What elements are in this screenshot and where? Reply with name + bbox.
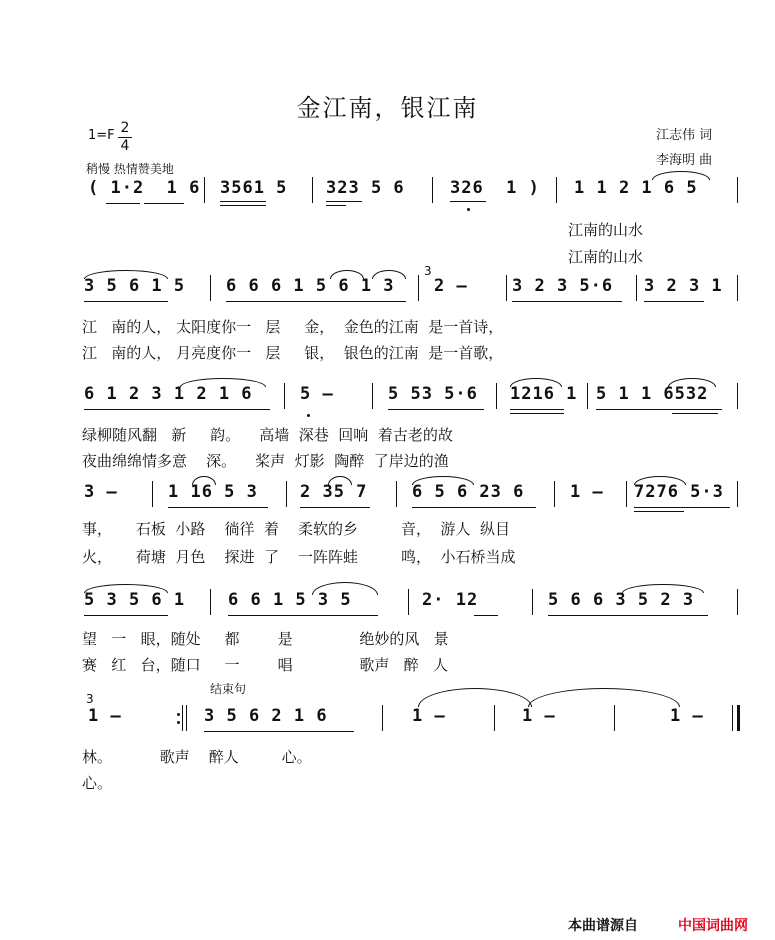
source-label: 本曲谱源自 xyxy=(568,918,638,934)
measure: 1 – xyxy=(412,706,446,726)
bar-line xyxy=(737,275,738,301)
bar-line xyxy=(396,481,397,507)
song-title: 金江南，银江南 xyxy=(296,94,479,122)
time-bottom: 4 xyxy=(120,138,130,154)
measure: 3561 5 xyxy=(220,178,288,198)
bar-line xyxy=(372,383,373,409)
bar-line xyxy=(284,383,285,409)
bar-line xyxy=(587,383,588,409)
bar-line xyxy=(737,481,738,507)
underline xyxy=(634,511,684,512)
measure: 1 1 2 1 6 5 xyxy=(574,178,698,198)
slur xyxy=(328,476,352,485)
score-row-4 xyxy=(82,480,742,510)
bar-line xyxy=(418,275,419,301)
underline xyxy=(326,201,362,202)
bar-line xyxy=(152,481,153,507)
measure: 5 1 1 6532 xyxy=(596,384,709,404)
underline xyxy=(226,301,406,302)
underline xyxy=(510,409,564,410)
underline xyxy=(510,413,564,414)
bar-line xyxy=(204,177,205,203)
underline xyxy=(220,205,266,206)
bar-line xyxy=(182,705,183,731)
score-row-5 xyxy=(82,588,742,618)
tie xyxy=(418,688,532,707)
bar-line xyxy=(286,481,287,507)
lyric-line: 江 南的人， 太阳度你一 层 金， 金色的江南 是一首诗， xyxy=(82,318,504,336)
bar-line xyxy=(614,705,615,731)
lyric-line: 绿柳随风翻 新 韵。 高墙 深巷 回响 着古老的故 xyxy=(82,426,453,444)
measure: 7276 5·3 xyxy=(634,482,724,502)
lyricist-credit: 江志伟 词 xyxy=(656,128,713,143)
underline xyxy=(512,301,622,302)
bar-line xyxy=(506,275,507,301)
score-row-2 xyxy=(82,264,742,304)
time-top: 2 xyxy=(120,120,130,136)
measure: 2 – xyxy=(434,276,468,296)
measure: 1 16 5 3 xyxy=(168,482,258,502)
measure: 1 – xyxy=(522,706,556,726)
lyric-line: 望 一 眼，随处 都 是 绝妙的风 景 xyxy=(82,630,449,648)
slur xyxy=(634,476,686,485)
slur xyxy=(330,270,364,279)
underline xyxy=(412,507,536,508)
underline xyxy=(168,507,268,508)
underline xyxy=(634,507,730,508)
lyric-line: 夜曲绵绵情多意 深。 桨声 灯影 陶醉 了岸边的渔 xyxy=(82,452,449,470)
measure: 3 5 6 1 5 xyxy=(84,276,186,296)
final-bar-line xyxy=(737,705,740,731)
underline xyxy=(144,203,184,204)
bar-line xyxy=(210,275,211,301)
measure: 2 35 7 xyxy=(300,482,368,502)
slur xyxy=(312,582,378,595)
measure: 323 5 6 xyxy=(326,178,405,198)
lyric-line: 江南的山水 xyxy=(568,248,644,266)
bar-line xyxy=(432,177,433,203)
bar-line xyxy=(210,589,211,615)
measure: 6 6 1 5 3 5 xyxy=(228,590,352,610)
measure: 326 1 ) xyxy=(450,178,540,198)
underline xyxy=(84,301,168,302)
underline xyxy=(474,615,498,616)
time-signature xyxy=(118,120,132,155)
slur xyxy=(668,378,716,387)
slur xyxy=(192,476,216,485)
bar-line xyxy=(737,383,738,409)
key-signature: 1=F xyxy=(88,128,115,143)
score-row-1 xyxy=(82,176,742,206)
lyric-line: 江 南的人， 月亮度你一 层 银， 银色的江南 是一首歌， xyxy=(82,344,504,362)
slur xyxy=(372,270,406,279)
bar-line xyxy=(312,177,313,203)
bar-line xyxy=(626,481,627,507)
score-row-3 xyxy=(82,382,742,412)
score-row-6 xyxy=(82,692,742,734)
slur xyxy=(652,171,710,180)
low-dot xyxy=(467,208,470,211)
bar-line xyxy=(494,705,495,731)
bar-line xyxy=(737,589,738,615)
lyric-line: 林。 歌声 醉人 心。 xyxy=(82,748,312,766)
underline xyxy=(220,201,266,202)
measure: 3 – xyxy=(84,482,118,502)
lyric-line: 心。 xyxy=(82,774,113,792)
bar-line xyxy=(382,705,383,731)
measure: 6 5 6 23 6 xyxy=(412,482,525,502)
lyric-line: 江南的山水 xyxy=(568,221,644,239)
measure: 2· 12 xyxy=(422,590,479,610)
tempo-marking: 稍慢 热情赞美地 xyxy=(86,162,174,176)
measure: 6 6 6 1 5 6 1 3 xyxy=(226,276,395,296)
underline xyxy=(84,409,270,410)
lyric-line: 事， 石板 小路 徜徉 着 柔软的乡 音， 游人 纵目 xyxy=(82,520,511,538)
bar-line xyxy=(554,481,555,507)
underline xyxy=(326,205,346,206)
lyric-line: 火， 荷塘 月色 探进 了 一阵阵蛙 鸣， 小石桥当成 xyxy=(82,548,516,566)
underline xyxy=(300,507,370,508)
repeat-dot xyxy=(177,713,180,716)
bar-line xyxy=(732,705,733,731)
bar-line xyxy=(532,589,533,615)
measure: 1216 1 xyxy=(510,384,578,404)
measure: 5 3 5 6 1 xyxy=(84,590,186,610)
slur xyxy=(412,476,474,485)
meter-change: 3 xyxy=(86,692,94,706)
slur xyxy=(622,584,704,593)
repeat-bar-line xyxy=(186,705,187,731)
lyric-line: 赛 红 台，随口 一 唱 歌声 醉 人 xyxy=(82,656,448,674)
underline xyxy=(228,615,378,616)
ending-label: 结束句 xyxy=(210,682,247,696)
measure: 5 6 6 3 5 2 3 xyxy=(548,590,695,610)
meter-change: 3 xyxy=(424,264,432,278)
measure: 3 2 3 1 xyxy=(644,276,723,296)
bar-line xyxy=(408,589,409,615)
underline xyxy=(450,201,486,202)
measure: 3 2 3 5·6 xyxy=(512,276,614,296)
underline xyxy=(84,615,168,616)
site-link[interactable]: 中国词曲网 xyxy=(678,918,748,934)
slur xyxy=(84,584,168,593)
bar-line xyxy=(636,275,637,301)
measure: 3 5 6 2 1 6 xyxy=(204,706,328,726)
composer-credit: 李海明 曲 xyxy=(656,153,713,168)
underline xyxy=(106,203,140,204)
underline xyxy=(596,409,722,410)
measure: ( 1·2 1 6 xyxy=(88,178,201,198)
measure: 6 1 2 3 1 2 1 6 xyxy=(84,384,253,404)
underline xyxy=(204,731,354,732)
underline xyxy=(672,413,718,414)
underline xyxy=(388,409,484,410)
bar-line xyxy=(556,177,557,203)
tie xyxy=(528,688,680,707)
bar-line xyxy=(496,383,497,409)
measure: 1 – xyxy=(670,706,704,726)
measure: 1 – xyxy=(570,482,604,502)
measure: 5 – xyxy=(300,384,334,404)
measure: 1 – xyxy=(88,706,122,726)
repeat-dot xyxy=(177,721,180,724)
slur xyxy=(180,378,266,387)
underline xyxy=(548,615,708,616)
low-dot xyxy=(307,414,310,417)
measure: 5 53 5·6 xyxy=(388,384,478,404)
slur xyxy=(510,378,562,387)
underline xyxy=(644,301,704,302)
bar-line xyxy=(737,177,738,203)
